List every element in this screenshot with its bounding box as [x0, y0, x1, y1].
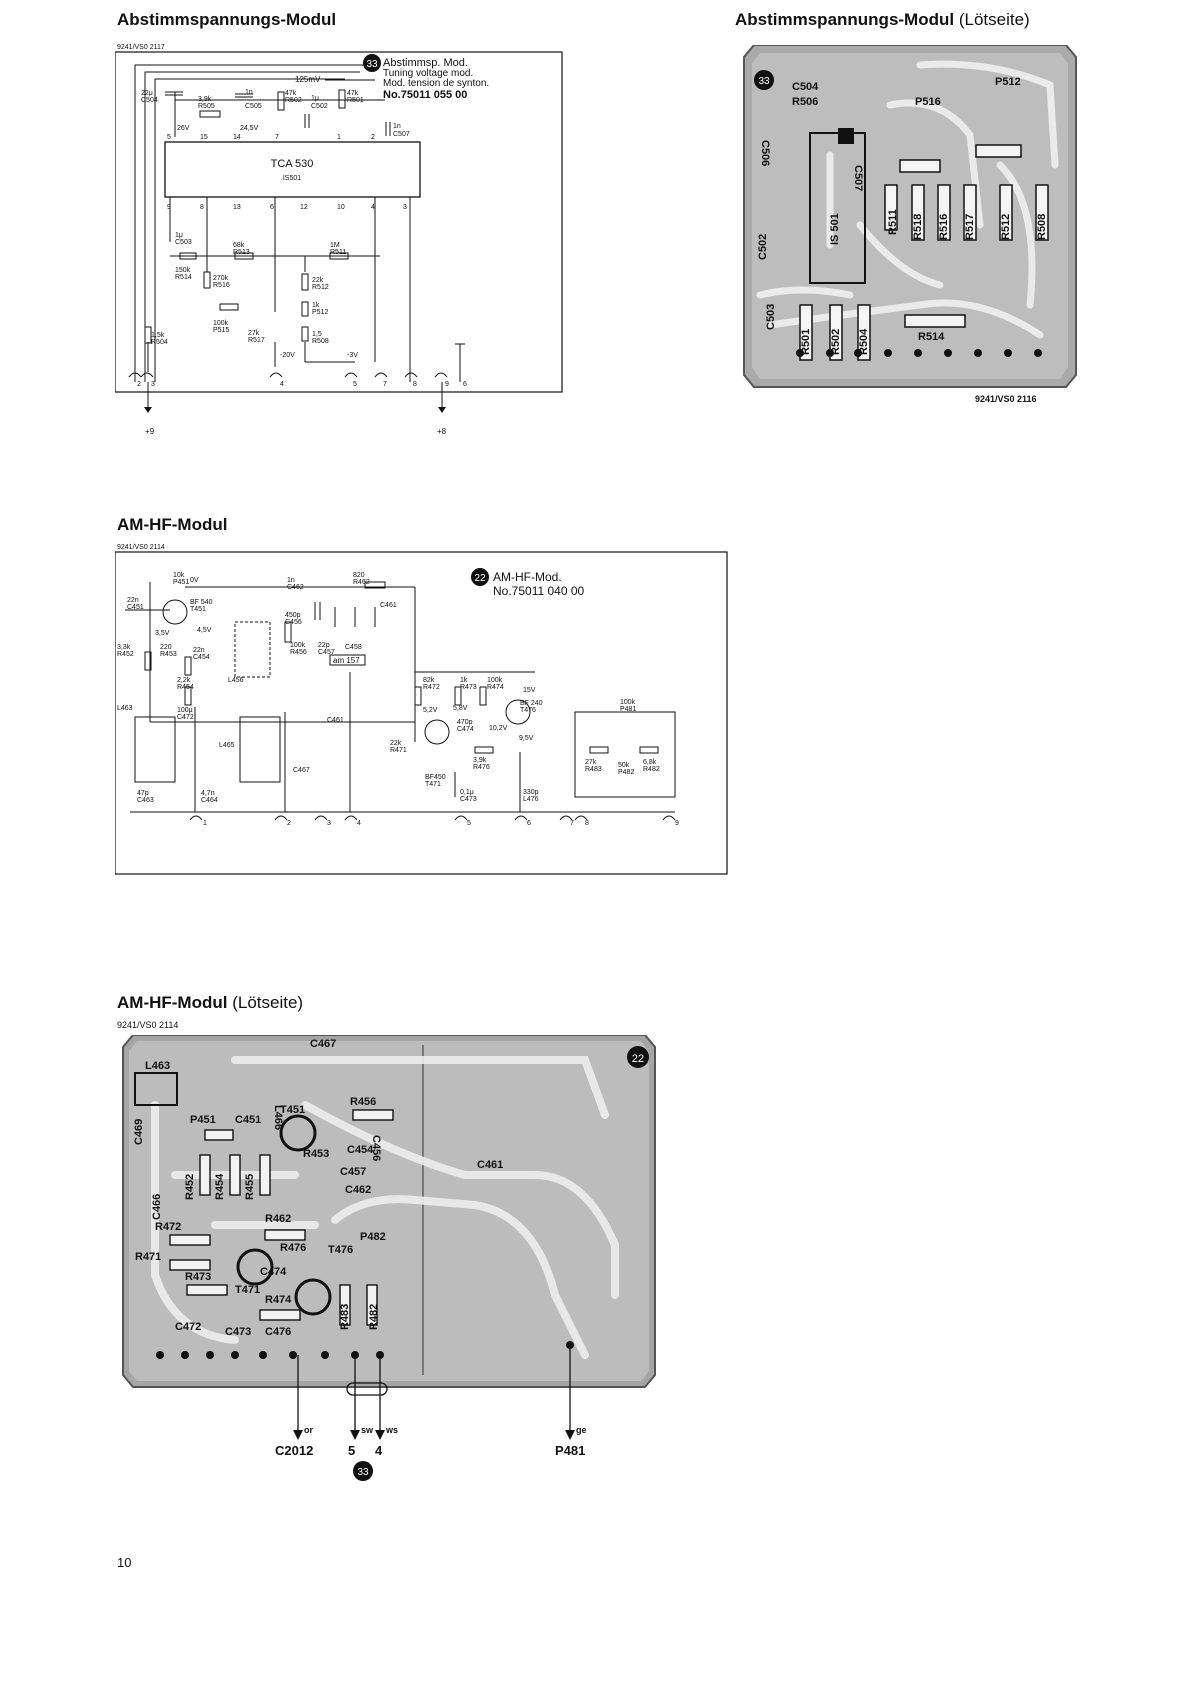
- svg-text:22k: 22k: [312, 277, 324, 284]
- svg-text:13: 13: [233, 204, 241, 211]
- am-pcb-title: [117, 993, 303, 1013]
- svg-text:C502: C502: [757, 233, 769, 260]
- svg-text:R513: R513: [233, 249, 250, 256]
- svg-text:C462: C462: [345, 1184, 372, 1196]
- svg-text:T471: T471: [425, 781, 441, 788]
- tuning-schematic-title: [117, 10, 336, 30]
- svg-text:270k: 270k: [213, 275, 229, 282]
- svg-text:3: 3: [403, 204, 407, 211]
- svg-text:3: 3: [151, 381, 155, 388]
- tuning-schematic-title-text: Abstimmspannungs-Modul: [117, 10, 337, 29]
- svg-text:C456: C456: [370, 1135, 382, 1162]
- svg-text:P512: P512: [995, 76, 1021, 88]
- am-part-no: No.75011 040 00: [493, 584, 585, 598]
- svg-text:R462: R462: [353, 579, 370, 586]
- svg-text:C469: C469: [133, 1118, 145, 1145]
- svg-text:L463: L463: [145, 1060, 171, 1072]
- svg-text:C474: C474: [457, 726, 474, 733]
- svg-text:100k: 100k: [213, 320, 229, 327]
- svg-text:C504: C504: [792, 81, 819, 93]
- svg-text:R517: R517: [964, 213, 976, 240]
- am-pcb-image: [115, 1035, 675, 1515]
- svg-text:R454: R454: [214, 1173, 226, 1200]
- svg-text:47k: 47k: [347, 90, 359, 97]
- svg-text:T451: T451: [190, 606, 206, 613]
- svg-text:10,2V: 10,2V: [489, 725, 508, 732]
- svg-text:1k: 1k: [312, 302, 320, 309]
- svg-text:9: 9: [167, 204, 171, 211]
- svg-text:R501: R501: [347, 97, 364, 104]
- svg-text:0V: 0V: [190, 577, 199, 584]
- svg-text:R472: R472: [423, 684, 440, 691]
- svg-text:R502: R502: [285, 97, 302, 104]
- svg-text:R511: R511: [887, 209, 899, 235]
- svg-text:27k: 27k: [248, 330, 260, 337]
- svg-text:12: 12: [300, 204, 308, 211]
- page-number: [117, 1555, 131, 1570]
- svg-text:BF 540: BF 540: [190, 599, 213, 606]
- svg-text:6: 6: [270, 204, 274, 211]
- svg-text:C476: C476: [265, 1326, 292, 1338]
- svg-text:C507: C507: [393, 131, 410, 138]
- supply-plus9: +9: [145, 427, 155, 436]
- voltage-m3v: -3V: [347, 352, 358, 359]
- svg-text:P516: P516: [915, 96, 941, 108]
- svg-text:1M: 1M: [330, 242, 340, 249]
- svg-text:15: 15: [200, 134, 208, 141]
- svg-text:68k: 68k: [233, 242, 245, 249]
- svg-text:C503: C503: [175, 239, 192, 246]
- svg-text:P515: P515: [213, 327, 230, 334]
- svg-text:1n: 1n: [245, 89, 253, 96]
- supply-plus8: +8: [437, 427, 447, 436]
- svg-text:C458: C458: [345, 644, 362, 651]
- svg-text:6: 6: [463, 381, 467, 388]
- voltage-125mv: 125mV: [295, 75, 321, 84]
- svg-text:R452: R452: [184, 1173, 196, 1200]
- svg-text:4,7n: 4,7n: [201, 790, 215, 797]
- svg-text:R462: R462: [265, 1213, 292, 1225]
- svg-text:150k: 150k: [175, 267, 191, 274]
- svg-text:C456: C456: [285, 619, 302, 626]
- svg-text:R456: R456: [290, 649, 307, 656]
- svg-text:P451: P451: [190, 1114, 216, 1126]
- svg-text:R504: R504: [151, 339, 168, 346]
- svg-text:R508: R508: [1036, 213, 1048, 240]
- ic-name: TCA 530: [270, 158, 314, 170]
- svg-text:1,5: 1,5: [312, 331, 322, 338]
- svg-text:4: 4: [280, 381, 284, 388]
- svg-text:T471: T471: [235, 1284, 261, 1296]
- svg-text:5: 5: [467, 820, 471, 827]
- svg-text:1: 1: [203, 820, 207, 827]
- svg-text:100k: 100k: [290, 642, 306, 649]
- svg-text:C461: C461: [327, 717, 344, 724]
- svg-text:R456: R456: [350, 1096, 377, 1108]
- tuning-pcb-title: [735, 10, 1030, 30]
- svg-text:C467: C467: [310, 1038, 337, 1050]
- am-pcb-drawing-no: [117, 1020, 178, 1030]
- svg-text:R501: R501: [800, 328, 812, 355]
- svg-text:R482: R482: [368, 1303, 380, 1330]
- svg-text:IS 501: IS 501: [829, 213, 841, 245]
- tuning-pcb-title-text: Abstimmspannungs-Modul: [735, 10, 955, 29]
- svg-text:R455: R455: [244, 1173, 256, 1200]
- svg-text:C505: C505: [245, 103, 262, 110]
- svg-text:P512: P512: [312, 309, 329, 316]
- svg-text:C454: C454: [347, 1144, 374, 1156]
- wire-sw: sw: [361, 1425, 374, 1435]
- svg-text:3,5V: 3,5V: [155, 630, 170, 637]
- svg-text:4,5V: 4,5V: [197, 627, 212, 634]
- svg-text:C457: C457: [318, 649, 335, 656]
- svg-text:R512: R512: [1000, 213, 1012, 240]
- svg-text:R476: R476: [280, 1242, 307, 1254]
- svg-text:2,2k: 2,2k: [177, 677, 191, 684]
- svg-text:22k: 22k: [390, 740, 402, 747]
- svg-text:R506: R506: [792, 96, 819, 108]
- dest-4: 4: [375, 1443, 383, 1458]
- svg-text:C451: C451: [235, 1114, 262, 1126]
- svg-text:C451: C451: [127, 604, 144, 611]
- svg-text:T476: T476: [520, 707, 536, 714]
- wire-ws: ws: [386, 1425, 399, 1435]
- svg-text:2: 2: [371, 134, 375, 141]
- svg-text:R473: R473: [185, 1271, 212, 1283]
- svg-text:L463: L463: [117, 705, 133, 712]
- am-module-name: AM-HF-Mod.: [493, 570, 562, 584]
- svg-text:100k: 100k: [620, 699, 636, 706]
- svg-text:3,3k: 3,3k: [117, 644, 131, 651]
- svg-text:8: 8: [200, 204, 204, 211]
- svg-text:1μ: 1μ: [311, 95, 319, 102]
- svg-text:1μ: 1μ: [175, 232, 183, 239]
- svg-text:R454: R454: [177, 684, 194, 691]
- ic-ref: IS501: [282, 175, 302, 182]
- svg-text:C507: C507: [852, 165, 864, 192]
- svg-text:82k: 82k: [423, 677, 435, 684]
- svg-text:R517: R517: [248, 337, 265, 344]
- svg-text:C462: C462: [287, 584, 304, 591]
- svg-text:22n: 22n: [127, 597, 139, 604]
- svg-text:1n: 1n: [287, 577, 295, 584]
- svg-text:L465: L465: [219, 742, 235, 749]
- svg-text:5,8V: 5,8V: [453, 705, 468, 712]
- svg-text:4: 4: [357, 820, 361, 827]
- am-schematic-title: [117, 515, 227, 535]
- svg-text:R516: R516: [213, 282, 230, 289]
- svg-text:R483: R483: [585, 766, 602, 773]
- svg-text:6: 6: [527, 820, 531, 827]
- svg-text:3,9k: 3,9k: [198, 96, 212, 103]
- svg-text:33: 33: [366, 59, 378, 70]
- svg-text:R502: R502: [830, 328, 842, 355]
- svg-text:1,5k: 1,5k: [151, 332, 165, 339]
- svg-text:R453: R453: [303, 1148, 330, 1160]
- tuning-schematic-drawing-no: 9241/VS0 2117: [117, 44, 165, 51]
- tuning-pcb-title-suffix: (Lötseite): [958, 10, 1030, 29]
- tuning-schematic-diagram: [115, 42, 565, 462]
- am-pcb-bottom-badge: 33: [357, 1467, 369, 1478]
- svg-text:C474: C474: [260, 1266, 287, 1278]
- svg-text:10k: 10k: [173, 572, 185, 579]
- svg-text:0,1μ: 0,1μ: [460, 789, 474, 796]
- module-part-no: No.75011 055 00: [383, 89, 468, 101]
- svg-text:50k: 50k: [618, 762, 630, 769]
- am-schematic-diagram: [115, 542, 730, 887]
- svg-text:9: 9: [675, 820, 679, 827]
- voltage-m20v: -20V: [280, 352, 295, 359]
- svg-text:47p: 47p: [137, 790, 149, 797]
- svg-text:C454: C454: [193, 654, 210, 661]
- svg-text:C504: C504: [141, 97, 158, 104]
- svg-text:450p: 450p: [285, 612, 301, 619]
- svg-text:R474: R474: [487, 684, 504, 691]
- voltage-26v: 26V: [177, 125, 190, 132]
- svg-text:C473: C473: [460, 796, 477, 803]
- svg-text:C467: C467: [293, 767, 310, 774]
- svg-text:R516: R516: [938, 213, 950, 240]
- svg-text:C463: C463: [137, 797, 154, 804]
- svg-text:R472: R472: [155, 1221, 182, 1233]
- svg-text:R473: R473: [460, 684, 477, 691]
- svg-text:1n: 1n: [393, 123, 401, 130]
- svg-text:2: 2: [137, 381, 141, 388]
- svg-text:C473: C473: [225, 1326, 252, 1338]
- svg-text:27k: 27k: [585, 759, 597, 766]
- svg-text:R511: R511: [330, 249, 347, 256]
- svg-text:R471: R471: [135, 1251, 162, 1263]
- svg-text:7: 7: [275, 134, 279, 141]
- am-pcb-title-text: AM-HF-Modul: [117, 993, 228, 1012]
- am-pcb-title-suffix: (Lötseite): [232, 993, 304, 1012]
- wire-ge: ge: [576, 1425, 587, 1435]
- svg-text:P451: P451: [173, 579, 190, 586]
- svg-text:C502: C502: [311, 103, 328, 110]
- svg-text:7: 7: [383, 381, 387, 388]
- svg-text:R483: R483: [339, 1303, 351, 1330]
- svg-text:47k: 47k: [285, 90, 297, 97]
- svg-text:3,9k: 3,9k: [473, 757, 487, 764]
- module-name-fr: Mod. tension de synton.: [383, 78, 490, 89]
- svg-text:C472: C472: [177, 714, 194, 721]
- dest-5: 5: [348, 1443, 356, 1458]
- svg-text:C461: C461: [477, 1159, 504, 1171]
- svg-text:5: 5: [353, 381, 357, 388]
- wire-or: or: [304, 1425, 313, 1435]
- am-schematic-title-text: AM-HF-Modul: [117, 515, 228, 534]
- svg-text:22n: 22n: [193, 647, 205, 654]
- svg-text:C457: C457: [340, 1166, 367, 1178]
- svg-text:220: 220: [160, 644, 172, 651]
- svg-text:C506: C506: [759, 140, 771, 167]
- am-pcb-drawing-no-text: 9241/VS0 2114: [117, 1020, 179, 1030]
- svg-text:C461: C461: [380, 602, 397, 609]
- am-box-label: am 157: [333, 656, 360, 665]
- svg-text:6,8k: 6,8k: [643, 759, 657, 766]
- svg-text:R452: R452: [117, 651, 134, 658]
- svg-text:3: 3: [327, 820, 331, 827]
- svg-text:22μ: 22μ: [141, 90, 153, 97]
- svg-text:T451: T451: [280, 1104, 306, 1116]
- dest-p481: P481: [555, 1443, 586, 1458]
- am-pcb-badge: 22: [631, 1053, 645, 1065]
- dest-c2012: C2012: [275, 1443, 314, 1458]
- module-name-de: Abstimmsp. Mod.: [383, 57, 468, 69]
- svg-text:9,5V: 9,5V: [519, 735, 534, 742]
- svg-text:8: 8: [413, 381, 417, 388]
- am-schematic-badge: 22: [474, 573, 486, 584]
- svg-text:100k: 100k: [487, 677, 503, 684]
- svg-text:1k: 1k: [460, 677, 468, 684]
- svg-text:P482: P482: [360, 1231, 386, 1243]
- tuning-pcb-drawing-no: 9241/VS0 2116: [975, 394, 1037, 404]
- svg-text:7: 7: [570, 820, 574, 827]
- svg-text:R514: R514: [918, 331, 945, 343]
- svg-text:R453: R453: [160, 651, 177, 658]
- svg-text:15V: 15V: [523, 687, 536, 694]
- svg-text:R474: R474: [265, 1294, 292, 1306]
- svg-text:R518: R518: [912, 213, 924, 240]
- svg-text:L456: L456: [228, 677, 244, 684]
- svg-text:330p: 330p: [523, 789, 539, 796]
- svg-text:9: 9: [445, 381, 449, 388]
- module-name-en: Tuning voltage mod.: [383, 68, 474, 79]
- svg-text:L466: L466: [272, 1105, 284, 1131]
- svg-text:R471: R471: [390, 747, 407, 754]
- svg-text:R504: R504: [858, 328, 870, 355]
- svg-text:10: 10: [337, 204, 345, 211]
- am-schematic-drawing-no: 9241/VS0 2114: [117, 544, 165, 551]
- svg-text:5: 5: [167, 134, 171, 141]
- svg-text:14: 14: [233, 134, 241, 141]
- svg-text:C464: C464: [201, 797, 218, 804]
- svg-text:22p: 22p: [318, 642, 330, 649]
- svg-text:820: 820: [353, 572, 365, 579]
- svg-text:R476: R476: [473, 764, 490, 771]
- svg-text:100μ: 100μ: [177, 707, 193, 714]
- svg-text:R505: R505: [198, 103, 215, 110]
- svg-text:R482: R482: [643, 766, 660, 773]
- svg-text:L476: L476: [523, 796, 539, 803]
- svg-text:R512: R512: [312, 284, 329, 291]
- svg-text:P481: P481: [620, 706, 637, 713]
- tuning-pcb-image: [740, 45, 1080, 415]
- svg-text:8: 8: [585, 820, 589, 827]
- svg-text:R508: R508: [312, 338, 329, 345]
- svg-text:C472: C472: [175, 1321, 202, 1333]
- svg-text:470p: 470p: [457, 719, 473, 726]
- voltage-245v: 24,5V: [240, 125, 259, 132]
- svg-text:BF 240: BF 240: [520, 700, 543, 707]
- page-number-text: 10: [117, 1555, 132, 1570]
- svg-text:C503: C503: [765, 303, 777, 330]
- svg-text:2: 2: [287, 820, 291, 827]
- svg-text:R514: R514: [175, 274, 192, 281]
- svg-text:P482: P482: [618, 769, 635, 776]
- svg-text:BF450: BF450: [425, 774, 446, 781]
- tuning-pcb-badge: 33: [758, 76, 770, 87]
- svg-text:C466: C466: [151, 1193, 163, 1220]
- svg-text:4: 4: [371, 204, 375, 211]
- svg-text:5,2V: 5,2V: [423, 707, 438, 714]
- svg-text:1: 1: [337, 134, 341, 141]
- svg-text:T476: T476: [328, 1244, 354, 1256]
